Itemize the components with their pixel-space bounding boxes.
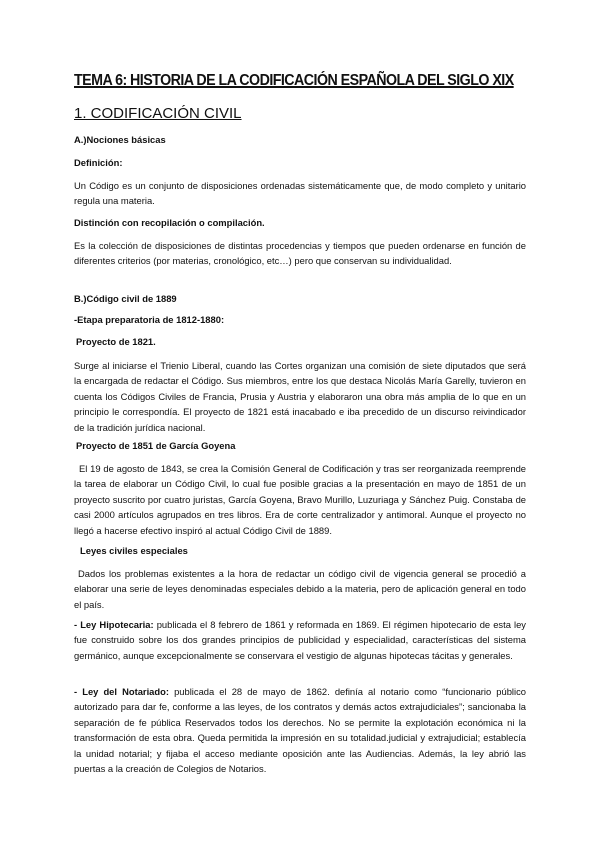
section-heading-text: 1. CODIFICACIÓN CIVIL	[74, 105, 242, 122]
proyecto-1851-label: Proyecto de 1851 de García Goyena	[76, 440, 236, 451]
proyecto-1821-label: Proyecto de 1821.	[76, 336, 156, 347]
definicion-paragraph: Un Código es un conjunto de disposiciones ordenadas sistemáticamente que, de modo completo y unitario regula una materia.	[74, 180, 526, 207]
section-heading	[74, 105, 242, 122]
ley-hipotecaria-text: publicada el 8 febrero de 1861 y reformada en 1869. El régimen hipotecario de esta ley fue construido sobre los dos grandes principios de publicidad y especialidad, características del sistema germánico, aunque excepcionalmente se conservara el vestigio de algunas hipotecas tácitas y generales.	[74, 619, 526, 661]
leyes-especiales-label: Leyes civiles especiales	[80, 545, 188, 556]
subsection-a-heading: A.)Nociones básicas	[74, 134, 166, 145]
ley-hipotecaria-label: - Ley Hipotecaria:	[74, 619, 154, 630]
leyes-especiales-paragraph: Dados los problemas existentes a la hora de redactar un código civil de vigencia general se procedió a elaborar una serie de leyes denominadas especiales debido a la materia, pero de aplicación general en todo el país.	[74, 568, 526, 610]
etapa-label: -Etapa preparatoria de 1812-1880:	[74, 314, 225, 325]
distincion-paragraph: Es la colección de disposiciones de distintas procedencias y tiempos que pueden ordenarse en función de diferentes criterios (por materias, cronológico, etc…) pero que conservan su individualidad.	[74, 240, 526, 267]
ley-notariado-text: publicada el 28 de mayo de 1862. definía al notario como “funcionario público autorizado para dar fe, conforme a las leyes, de los contratos y demás actos extrajudiciales”; sancionaba la separación de fe pública Reservados todos los derechos. No se permite la explotación económica ni la transformación de esta obra. Queda permitida la impresión en su totalidad.judicial y extrajudicial; establecía la unidad notarial; y fijaba el acceso mediante oposición ante las Audiencias. Además, la ley abrió las puertas a la creación de Colegios de Notarios.	[74, 686, 527, 775]
ley-notariado-paragraph	[74, 684, 526, 776]
ley-hipotecaria-paragraph	[74, 617, 526, 663]
document-title: TEMA 6: HISTORIA DE LA CODIFICACIÓN ESPAÑOLA DEL SIGLO XIX	[74, 72, 514, 89]
definicion-label: Definición:	[74, 157, 123, 168]
distincion-label: Distinción con recopilación o compilación.	[74, 217, 265, 228]
proyecto-1821-paragraph: Surge al iniciarse el Trienio Liberal, cuando las Cortes organizan una comisión de siete diputados que será la encargada de redactar el Código. Sus miembros, entre los que destaca Nicolás María Garelly, tuvieron en cuenta los Códigos Civiles de Francia, Prusia y Austria y elaboraron una obra más amplia de lo que en un principio le correspondía. El proyecto de 1821 está inacabado e iba precedido de un discurso reivindicador de la tradición jurídica nacional.	[74, 360, 526, 433]
proyecto-1851-paragraph: El 19 de agosto de 1843, se crea la Comisión General de Codificación y tras ser reorganizada reemprende la tarea de elaborar un Código Civil, lo cual fue posible gracias a la presentación en mayo de 1851 de un proyecto suscrito por cuatro juristas, García Goyena, Bravo Murillo, Luzuriaga y Sánchez Puig. Constaba de casi 2000 artículos agrupados en tres libros. Era de corte centralizador y antimoral. Aunque el proyecto no llegó a hacerse efectivo inspiró al actual Código Civil de 1889.	[74, 463, 526, 536]
subsection-b-heading: B.)Código civil de 1889	[74, 293, 177, 304]
ley-notariado-label: - Ley del Notariado:	[74, 686, 169, 697]
